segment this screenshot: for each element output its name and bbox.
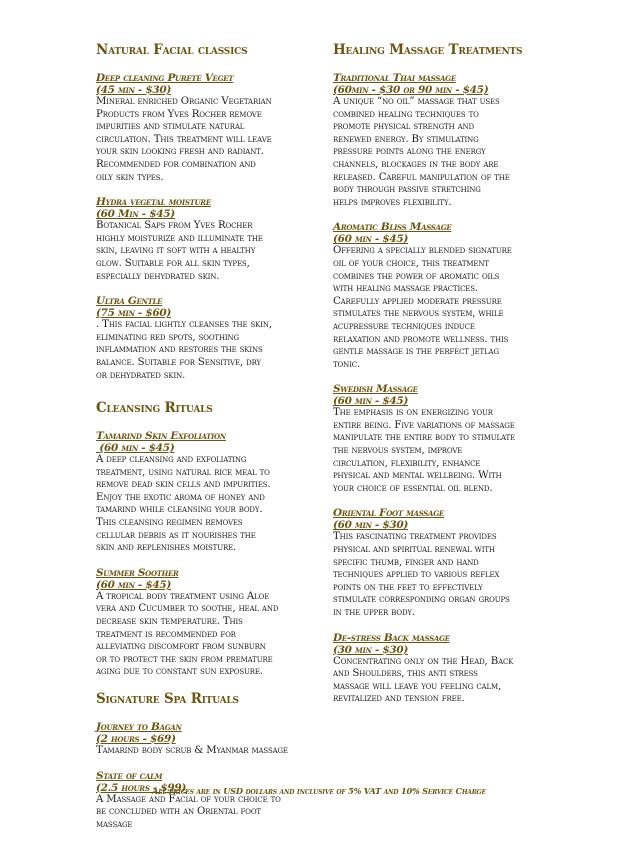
left-column [96, 42, 320, 843]
treatment-description: This fascinating treatment provides physical and spiritual renewal with specific thumb, finger and hand techniques applied to various reflex points on the feet to effectively stimulate corresponding organ groups in the upper body. [333, 531, 510, 618]
treatment-price: (75 min - $60) [96, 307, 172, 320]
treatment-price: (30 min - $30) [333, 643, 409, 656]
treatment-price: (60 min - $45) [96, 442, 175, 455]
treatment-name: De-stress Back massage [333, 631, 450, 644]
right-column [333, 42, 565, 718]
price-footnote: All prices are in USD dollars and inclusive of 5% VAT and 10% Service Charge [152, 786, 486, 796]
treatment-item [96, 295, 320, 382]
section-signature-spa [96, 691, 320, 831]
treatment-price: (2 hours - $69) [96, 733, 176, 745]
treatment-description: A unique “no oil” massage that uses combined healing techniques to promote physical strength and renewed energy. By stimulating pressure points along the energy channels, blockages in the body are released. Careful manipulation of the body through passive stretching helps improves flexibility. [333, 96, 510, 208]
treatment-name: Aromatic Bliss Massage [333, 221, 452, 234]
treatment-name: Summer Soother [96, 566, 179, 579]
treatment-name: State of calm [96, 769, 163, 782]
treatment-price: (60 min - $45) [333, 233, 409, 246]
treatment-item [96, 770, 320, 832]
treatment-item [333, 221, 565, 371]
treatment-item [96, 72, 320, 184]
treatment-item [333, 632, 565, 706]
treatment-description: The emphasis is on energizing your entire being. Five variations of massage manipulate the entire body to stimulate the nervous system, improve circulation, flexibility, enhance physical and mental wellbeing. With your choice of essential oil blend. [333, 407, 516, 494]
treatment-item [96, 196, 320, 283]
treatment-item [96, 430, 320, 555]
treatment-item [333, 507, 565, 619]
treatment-price: (2.5 hours - $99) [96, 781, 187, 794]
treatment-price: (60 Min - $45) [96, 208, 175, 221]
treatment-description: . This facial lightly cleanses the skin, eliminating red spots, soothing inflammation and restores the skins balance. Suitable for Sensitive, dry or dehydrated skin. [96, 319, 272, 381]
section-title: Healing Massage Treatments [333, 42, 523, 58]
treatment-name: Tamarind Skin Exfoliation [96, 430, 226, 443]
section-title: Natural Facial classics [96, 42, 248, 58]
treatment-description: A Massage and Facial of your choice to be concluded with an Oriental foot massage [96, 793, 281, 830]
treatment-price: (60 min - $45) [96, 578, 172, 591]
treatment-price: (45 min - $30) [96, 84, 172, 96]
treatment-description: Offering a specially blended signature oil of your choice, this treatment combines the power of aromatic oils with healing massage practices. Carefully applied moderate pressure stimulates the nervous system, while acupressure techniques induce relaxation and promote wellness. this gentle massage is the perfect jetlag tonic. [333, 245, 512, 370]
section-title: Cleansing Rituals [96, 400, 213, 417]
treatment-item [333, 383, 565, 495]
section-healing-massage [333, 42, 565, 706]
treatment-description: Tamarind body scrub & Myanmar massage [96, 745, 288, 756]
section-cleansing-rituals [96, 400, 320, 679]
treatment-item [96, 721, 320, 758]
treatment-description: A deep cleansing and exfoliating treatment, using natural rice meal to remove dead skin cells and impurities. Enjoy the exotic aroma of honey and tamarind while cleansing your body. This cleansing regimen removes cellular debris as it nourishes the skin and replenishes moisture. [96, 454, 271, 554]
treatment-description: A tropical body treatment using Aloe vera and Cucumber to soothe, heal and decrease skin temperature. This treatment is recommended for alleviating discomfort from sunburn or to protect the skin from premature aging due to constant sun exposure. [96, 590, 279, 678]
treatment-description: Botanical Saps from Yves Rocher highly moisturize and illuminate the skin, leaving it soft with a healthy glow. Suitable for all skin types, especially dehydrated skin. [96, 220, 263, 282]
treatment-description: Mineral enriched Organic Vegetarian Products from Yves Rocher remove impurities and stimulate natural circulation. This treatment will leave your skin looking fresh and radiant. Recommended for combination and oily skin types. [96, 96, 272, 183]
section-natural-facial [96, 42, 320, 382]
treatment-description: Concentrating only on the Head, Back and Shoulders, this anti stress massage will leave you feeling calm, revitalized and tension free. [333, 655, 514, 705]
treatment-name: Deep cleaning Purete Veget [96, 72, 234, 84]
treatment-name: Ultra Gentle [96, 295, 163, 308]
treatment-item [96, 567, 320, 679]
treatment-item [333, 72, 565, 209]
treatment-name: Traditional Thai massage [333, 72, 456, 84]
section-title: Signature Spa Rituals [96, 691, 239, 707]
treatment-price: (60min - $30 or 90 min - $45) [333, 84, 489, 96]
treatment-name: Hydra vegetal moisture [96, 196, 211, 209]
treatment-price: (60 min - $45) [333, 395, 409, 408]
treatment-name: Journey to Bagan [96, 721, 182, 733]
treatment-price: (60 min - $30) [333, 519, 409, 532]
treatment-name: Swedish Massage [333, 383, 418, 396]
treatment-name: Oriental Foot massage [333, 507, 444, 520]
